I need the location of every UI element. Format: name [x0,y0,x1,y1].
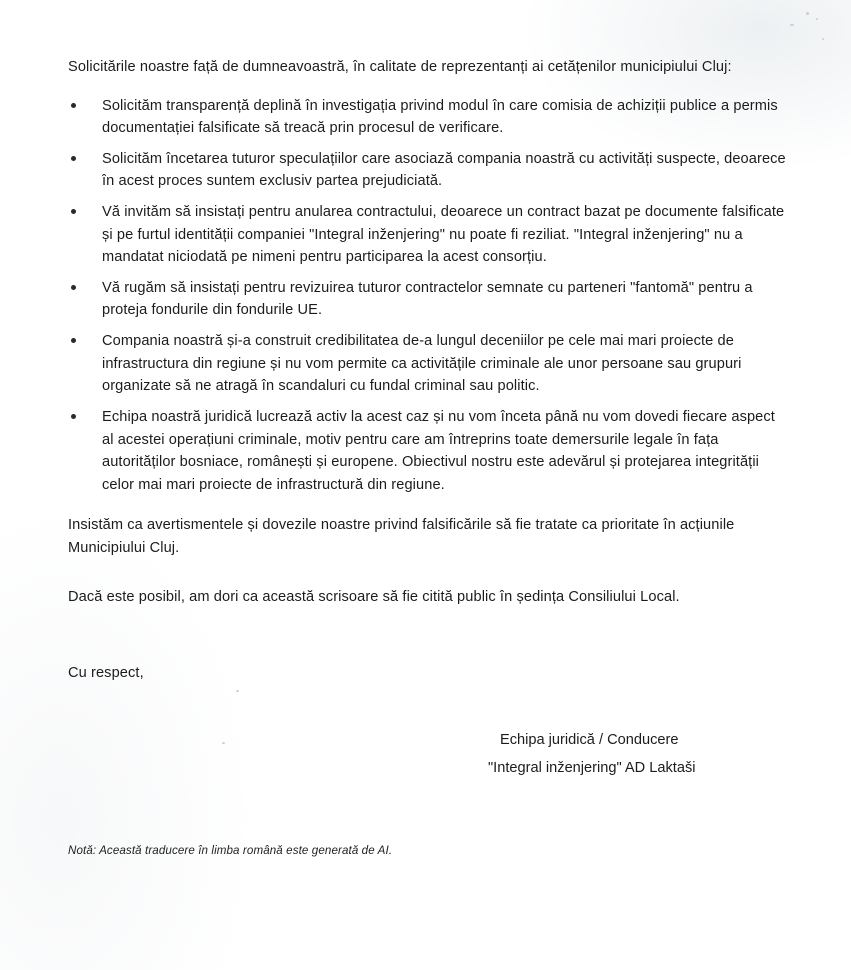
list-item [68,201,786,269]
demand-text: Solicităm transparență deplină în investigația privind modul în care comisia de achiziții publice a permis documentației falsificate să treacă prin procesul de verificare. [102,97,778,137]
demands-list [68,95,786,497]
bullet-icon [71,338,76,343]
list-item [68,277,786,322]
valediction-block [68,662,786,685]
demand-text: Compania noastră și-a construit credibilitatea de-a lungul deceniilor pe cele mai mari proiecte de infrastructura din regiune și nu vom permite ca activitățile criminale ale unor persoane sau grupuri organizate să ne atragă în scandaluri cu fundal criminal sau politic. [102,333,742,395]
scan-speck [790,24,794,26]
demand-text: Solicităm încetarea tuturor speculațiilor care asociază compania noastră cu activități suspecte, deoarece în acest proces suntem exclusiv partea prejudiciată. [102,150,786,190]
bullet-icon [71,285,76,290]
signature-line-2: "Integral inženjering" AD Laktaši [488,759,696,776]
spacer [68,574,786,586]
demand-text: Echipa noastră juridică lucrează activ la acest caz și nu vom înceta până nu vom dovedi fiecare aspect al acestei operațiuni criminale, motiv pentru care am întreprins toate demersurile legale în fața autorităților bosniace, românești și europene. Obiectivul nostru este adevărul și protejarea integrității celor mai mari proiecte de infrastructură din regiune. [102,408,775,493]
signature-block [68,727,786,782]
closing-paragraph-1: Insistăm ca avertismentele și dovezile noastre privind falsificările să fie tratate ca prioritate în acțiunile Municipiului Cluj. [68,517,735,556]
valediction: Cu respect, [68,665,144,682]
footnote: Notă: Această traducere în limba română este generată de AI. [68,844,393,858]
bullet-icon [71,209,76,214]
signature-line-1: Echipa juridică / Conducere [500,731,679,748]
list-item [68,406,786,496]
demand-text: Vă invităm să insistați pentru anularea contractului, deoarece un contract bazat pe documente falsificate și pe furtul identității companiei "Integral inženjering" nu poate fi reziliat. "Integral inženjering" nu a mandatat niciodată pe nimeni pentru participarea la acest consorțiu. [102,204,785,266]
closing-paragraph-2: Dacă este posibil, am dori ca această scrisoare să fie citită public în ședința Consiliului Local. [68,588,680,605]
demand-text: Vă rugăm să insistați pentru revizuirea tuturor contractelor semnate cu parteneri "fantomă" pentru a proteja fondurile din fondurile UE. [102,279,753,319]
letter-body [68,56,786,857]
scan-speck [822,38,824,40]
scan-speck [816,18,818,20]
list-item [68,95,786,140]
bullet-icon [71,414,76,419]
intro-paragraph: Solicitările noastre față de dumneavoastră, în calitate de reprezentanți ai cetățenilor municipiului Cluj: [68,59,732,75]
bullet-icon [71,156,76,161]
list-item [68,330,786,398]
scan-speck [806,12,809,15]
list-item [68,148,786,193]
bullet-icon [71,103,76,108]
